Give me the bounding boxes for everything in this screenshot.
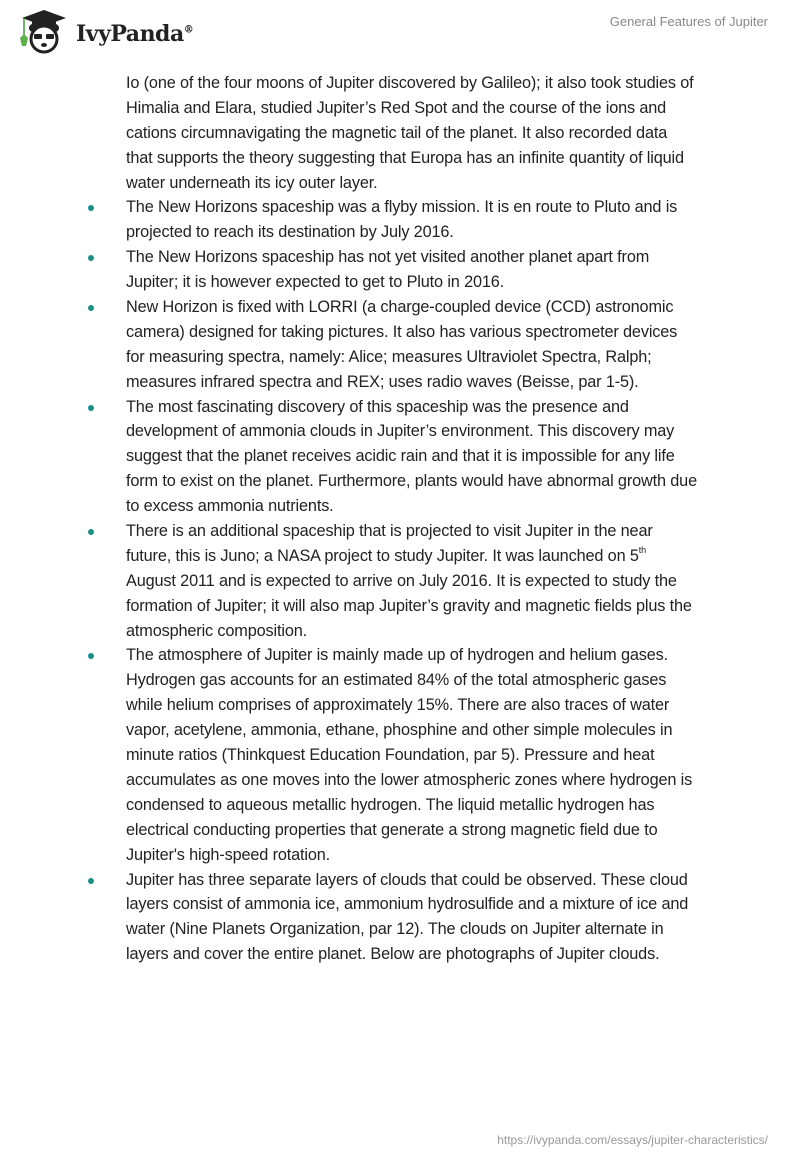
bullet-icon: [88, 878, 94, 884]
text-line: [0, 942, 800, 967]
text-line: [0, 892, 800, 917]
registered-mark: ®: [183, 24, 194, 36]
line-text: condensed to aqueous metallic hydrogen. The liquid metallic hydrogen has: [126, 795, 655, 814]
text-line: [0, 270, 800, 295]
bullet-item: [0, 395, 800, 519]
text-line: [0, 171, 800, 196]
ivypanda-logo[interactable]: [14, 8, 193, 54]
brand-name: IvyPanda: [76, 21, 184, 47]
document-title: General Features of Jupiter: [609, 14, 768, 29]
text-line: [0, 444, 800, 469]
line-text: Jupiter's high-speed rotation.: [126, 845, 331, 864]
line-text: projected to reach its destination by July 2016.: [126, 223, 454, 242]
text-line: [0, 295, 800, 320]
line-text: cations circumnavigating the magnetic tail of the planet. It also recorded data: [126, 123, 668, 142]
line-text: electrical conducting properties that generate a strong magnetic field due to: [126, 820, 658, 839]
panda-graduate-icon: [14, 8, 72, 54]
line-text: Jupiter has three separate layers of clouds that could be observed. These cloud: [126, 870, 688, 889]
line-text: vapor, acetylene, ammonia, ethane, phosphine and other simple molecules in: [126, 721, 673, 740]
bullet-item: [0, 195, 800, 245]
ordinal-superscript: th: [638, 544, 646, 555]
essay-body: [0, 71, 800, 967]
bullet-item: [0, 519, 800, 643]
text-line: [0, 917, 800, 942]
bullet-item: [0, 643, 800, 867]
text-line: [0, 220, 800, 245]
text-line: [0, 718, 800, 743]
text-line: [0, 818, 800, 843]
line-text: measures infrared spectra and REX; uses radio waves (Beisse, par 1-5).: [126, 372, 639, 391]
bullet-icon: [88, 405, 94, 411]
text-line: [0, 569, 800, 594]
text-line: [0, 345, 800, 370]
bullet-icon: [88, 529, 94, 535]
line-text: camera) designed for taking pictures. It also has various spectrometer devices: [126, 322, 678, 341]
line-text: suggest that the planet receives acidic rain and that it is impossible for any life: [126, 447, 675, 466]
text-line: [0, 494, 800, 519]
line-text: August 2011 and is expected to arrive on July 2016. It is expected to study the: [126, 571, 677, 590]
text-line: [0, 419, 800, 444]
line-text: minute ratios (Thinkquest Education Foundation, par 5). Pressure and heat: [126, 746, 655, 765]
text-line: [0, 594, 800, 619]
line-text: Io (one of the four moons of Jupiter discovered by Galileo); it also took studies of: [126, 74, 694, 92]
line-text: The most fascinating discovery of this spaceship was the presence and: [126, 397, 629, 416]
line-text: water (Nine Planets Organization, par 12). The clouds on Jupiter alternate in: [126, 920, 664, 939]
line-text: The New Horizons spaceship was a flyby mission. It is en route to Pluto and is: [126, 198, 678, 217]
bullet-item: [0, 868, 800, 968]
text-line: [0, 668, 800, 693]
text-line: [0, 245, 800, 270]
text-line: [0, 868, 800, 893]
line-text: Jupiter; it is however expected to get to Pluto in 2016.: [126, 273, 505, 292]
line-text: The atmosphere of Jupiter is mainly made up of hydrogen and helium gases.: [126, 646, 669, 665]
bullet-icon: [88, 305, 94, 311]
paragraph: [0, 71, 800, 195]
text-line: [0, 121, 800, 146]
text-line: [0, 71, 800, 96]
text-line: [0, 96, 800, 121]
text-line: [0, 370, 800, 395]
line-text: while helium comprises of approximately 15%. There are also traces of water: [126, 696, 670, 715]
text-line: [0, 519, 800, 544]
line-text: development of ammonia clouds in Jupiter’s environment. This discovery may: [126, 422, 675, 441]
text-line: [0, 768, 800, 793]
text-line: [0, 146, 800, 171]
line-text: There is an additional spaceship that is projected to visit Jupiter in the near: [126, 522, 653, 541]
text-line: [0, 395, 800, 420]
line-text: The New Horizons spaceship has not yet visited another planet apart from: [126, 248, 650, 267]
text-line: [0, 693, 800, 718]
line-text: that supports the theory suggesting that Europa has an infinite quantity of liquid: [126, 148, 684, 167]
line-text: layers consist of ammonia ice, ammonium hydrosulfide and a mixture of ice and: [126, 895, 689, 914]
text-line: [0, 195, 800, 220]
line-text: New Horizon is fixed with LORRI (a charge-coupled device (CCD) astronomic: [126, 298, 674, 317]
line-text: accumulates as one moves into the lower atmospheric zones where hydrogen is: [126, 770, 693, 789]
bullet-icon: [88, 205, 94, 211]
bullet-item: [0, 295, 800, 395]
line-text: for measuring spectra, namely: Alice; measures Ultraviolet Spectra, Ralph;: [126, 347, 652, 366]
text-line: [0, 743, 800, 768]
line-text: form to exist on the planet. Furthermore, plants would have abnormal growth due: [126, 472, 697, 491]
source-url[interactable]: https://ivypanda.com/essays/jupiter-characteristics/: [497, 1133, 768, 1147]
text-line: [0, 843, 800, 868]
bullet-icon: [88, 255, 94, 261]
line-text: Himalia and Elara, studied Jupiter’s Red Spot and the course of the ions and: [126, 98, 667, 117]
text-line: [0, 619, 800, 644]
bullet-item: [0, 245, 800, 295]
line-text: to excess ammonia nutrients.: [126, 497, 334, 516]
line-text: water underneath its icy outer layer.: [126, 173, 378, 192]
line-text: formation of Jupiter; it will also map Jupiter’s gravity and magnetic fields plus the: [126, 596, 692, 615]
line-text: layers and cover the entire planet. Below are photographs of Jupiter clouds.: [126, 945, 660, 964]
text-line: [0, 643, 800, 668]
text-line: [0, 320, 800, 345]
text-line: [0, 469, 800, 494]
bullet-icon: [88, 653, 94, 659]
line-text: atmospheric composition.: [126, 621, 308, 640]
line-text: Hydrogen gas accounts for an estimated 84% of the total atmospheric gases: [126, 671, 667, 690]
text-line: [0, 793, 800, 818]
text-line: [0, 544, 800, 569]
line-text: future, this is Juno; a NASA project to study Jupiter. It was launched on 5: [126, 546, 639, 565]
